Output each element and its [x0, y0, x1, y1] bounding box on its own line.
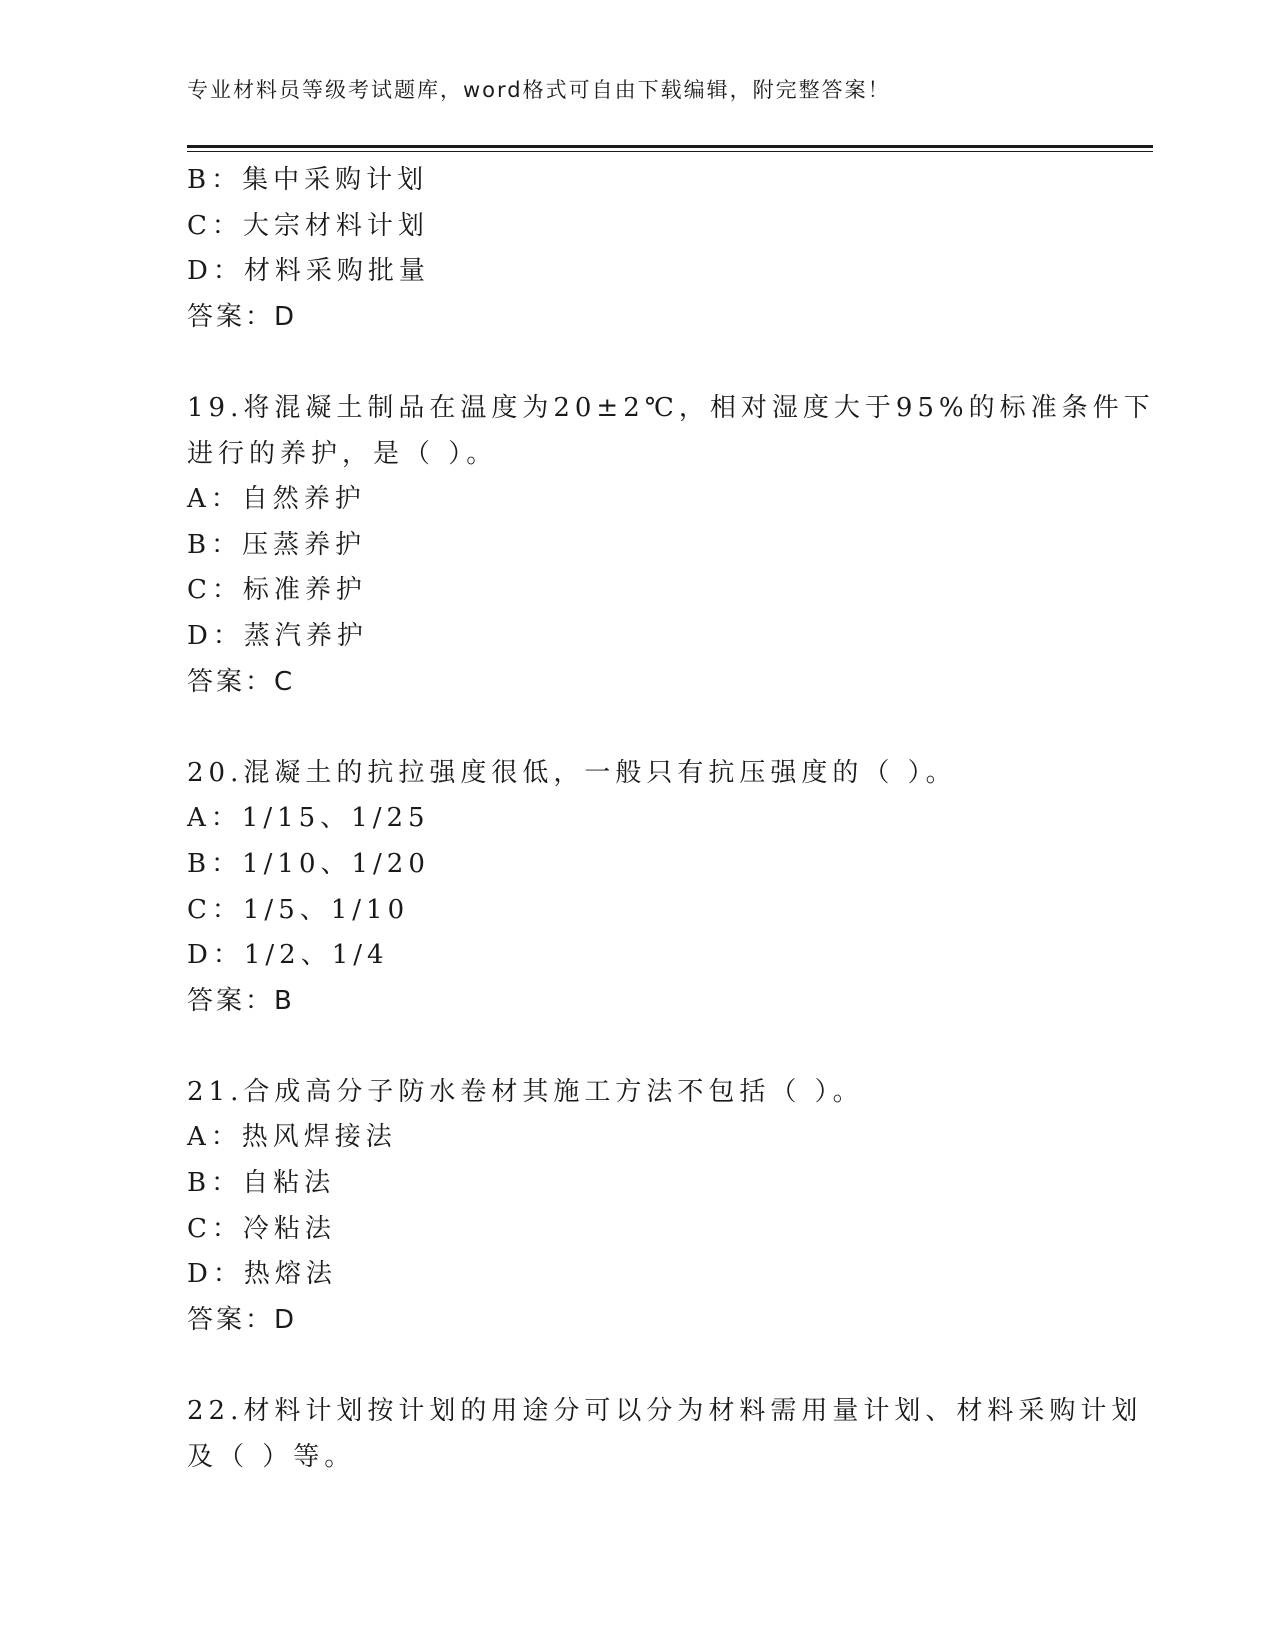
option-b: B：集中采购计划: [187, 165, 429, 195]
question-text: 19.将混凝土制品在温度为20±2℃，相对湿度大于95%的标准条件下: [187, 392, 1155, 423]
option-c: C：大宗材料计划: [187, 210, 429, 241]
header-rule-thin: [187, 151, 1153, 152]
option-a: A：自然养护: [187, 484, 366, 515]
option-d: D：材料采购批量: [187, 256, 430, 287]
option-d: D：蒸汽养护: [187, 620, 368, 651]
question-20: [187, 751, 1087, 1025]
question-list: [187, 158, 1155, 1480]
question-18-continued: [187, 158, 1087, 340]
question-21: [187, 1070, 1087, 1344]
header-rule-thick: [187, 145, 1153, 148]
question-text: 22.材料计划按计划的用途分可以分为材料需用量计划、材料采购计划: [187, 1396, 1143, 1427]
option-b: B：1/10、1/20: [187, 848, 430, 879]
spacer: [187, 1343, 1087, 1389]
option-c: C：冷粘法: [187, 1213, 336, 1244]
answer-line: 答案：C: [187, 666, 296, 697]
spacer: [187, 1024, 1087, 1070]
option-d: D：热熔法: [187, 1259, 337, 1290]
answer-line: 答案：D: [187, 301, 298, 332]
option-a: A：热风焊接法: [187, 1122, 397, 1153]
question-text-continued: 及（ ）等。: [187, 1441, 356, 1472]
question-19: [187, 386, 1155, 705]
option-c: C：标准养护: [187, 575, 367, 606]
question-text: 21.合成高分子防水卷材其施工方法不包括（ ）。: [187, 1076, 864, 1107]
option-c: C：1/5、1/10: [187, 894, 410, 925]
option-d: D：1/2、1/4: [187, 940, 389, 971]
spacer: [187, 340, 1087, 386]
question-text-continued: 进行的养护，是（ ）。: [187, 438, 498, 469]
question-22: [187, 1389, 1143, 1480]
option-b: B：自粘法: [187, 1168, 336, 1199]
question-text: 20.混凝土的抗拉强度很低，一般只有抗压强度的（ ）。: [187, 757, 957, 788]
option-b: B：压蒸养护: [187, 529, 367, 560]
option-a: A：1/15、1/25: [187, 803, 430, 834]
page-header: 专业材料员等级考试题库，word格式可自由下载编辑，附完整答案！: [187, 78, 891, 102]
answer-line: 答案：B: [187, 985, 295, 1016]
spacer: [187, 705, 1087, 751]
answer-line: 答案：D: [187, 1304, 298, 1335]
